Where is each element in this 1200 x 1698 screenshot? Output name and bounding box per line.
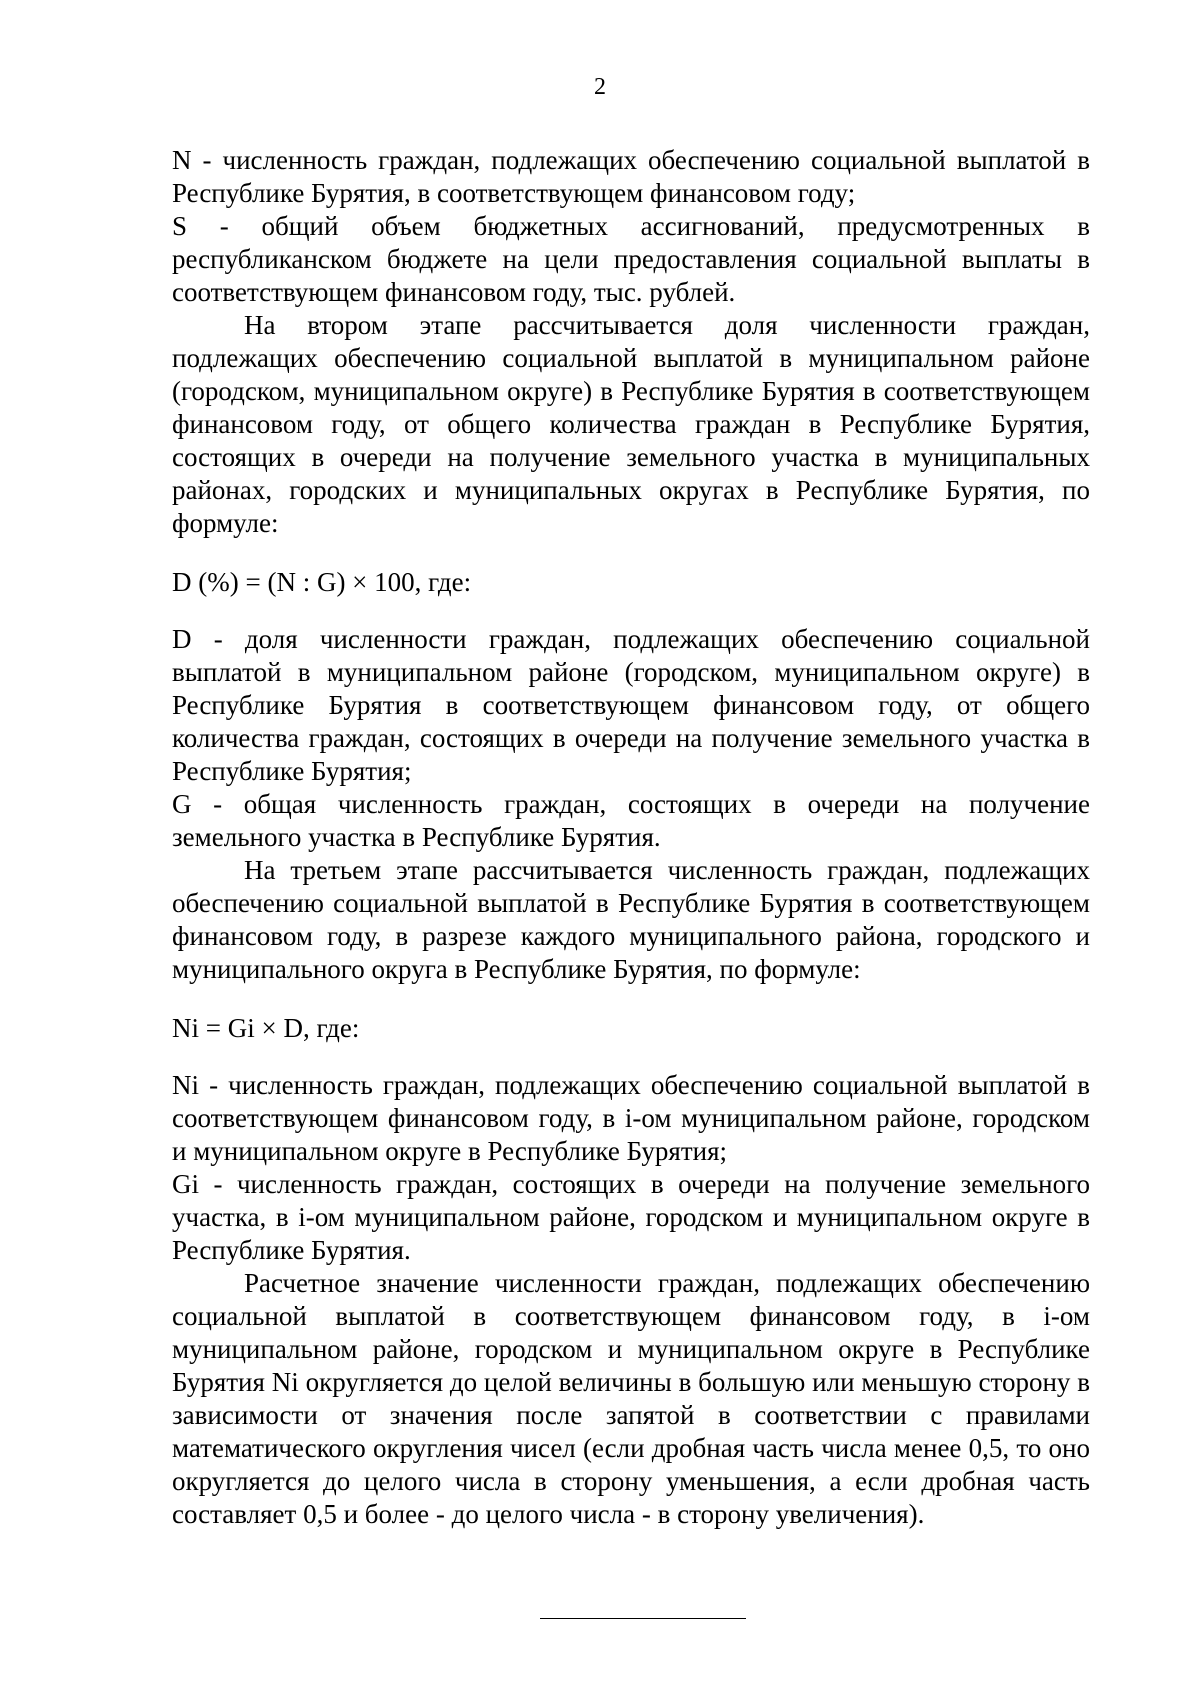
definition-ni: Ni - численность граждан, подлежащих обеспечению социальной выплатой в соответствующем финансовом году, в i-ом муниципальном районе, городском и муниципальном округе в Республике Бурятия;	[172, 1070, 1090, 1166]
footer-divider	[540, 1618, 746, 1619]
page-number: 2	[594, 74, 606, 100]
stage-three-paragraph: На третьем этапе рассчитывается численность граждан, подлежащих обеспечению социальной выплатой в Республике Бурятия в соответствующем финансовом году, в разрезе каждого муниципального района, городского и муниципального округа в Республике Бурятия, по формуле:	[172, 855, 1090, 984]
definition-gi: Gi - численность граждан, состоящих в очереди на получение земельного участка, в i-ом муниципальном районе, городском и муниципальном округе в Республике Бурятия.	[172, 1169, 1090, 1265]
formula-share: D (%) = (N : G) × 100, где:	[172, 567, 472, 597]
formula-ni: Ni = Gi × D, где:	[172, 1013, 360, 1043]
definition-n: N - численность граждан, подлежащих обеспечению социальной выплатой в Республике Бурятия, в соответствующем финансовом году;	[172, 145, 1090, 208]
document-body	[172, 144, 1090, 1531]
definition-d: D - доля численности граждан, подлежащих обеспечению социальной выплатой в муниципальном районе (городском, муниципальном округе) в Республике Бурятия в соответствующем финансовом году, от общего количества граждан, состоящих в очереди на получение земельного участка в Республике Бурятия;	[172, 624, 1090, 786]
stage-two-paragraph: На втором этапе рассчитывается доля численности граждан, подлежащих обеспечению социальной выплатой в муниципальном районе (городском, муниципальном округе) в Республике Бурятия в соответствующем финансовом году, от общего количества граждан в Республике Бурятия, состоящих в очереди на получение земельного участка в муниципальных районах, городских и муниципальных округах в Республике Бурятия, по формуле:	[172, 310, 1090, 538]
definition-s: S - общий объем бюджетных ассигнований, предусмотренных в республиканском бюджете на цели предоставления социальной выплаты в соответствующем финансовом году, тыс. рублей.	[172, 211, 1090, 307]
definition-g: G - общая численность граждан, состоящих в очереди на получение земельного участка в Республике Бурятия.	[172, 789, 1090, 852]
rounding-paragraph: Расчетное значение численности граждан, подлежащих обеспечению социальной выплатой в соответствующем финансовом году, в i-ом муниципальном районе, городском и муниципальном округе в Республике Бурятия Ni округляется до целой величины в большую или меньшую сторону в зависимости от значения после запятой в соответствии с правилами математического округления чисел (если дробная часть числа менее 0,5, то оно округляется до целого числа в сторону уменьшения, а если дробная часть составляет 0,5 и более - до целого числа - в сторону увеличения).	[172, 1268, 1090, 1529]
